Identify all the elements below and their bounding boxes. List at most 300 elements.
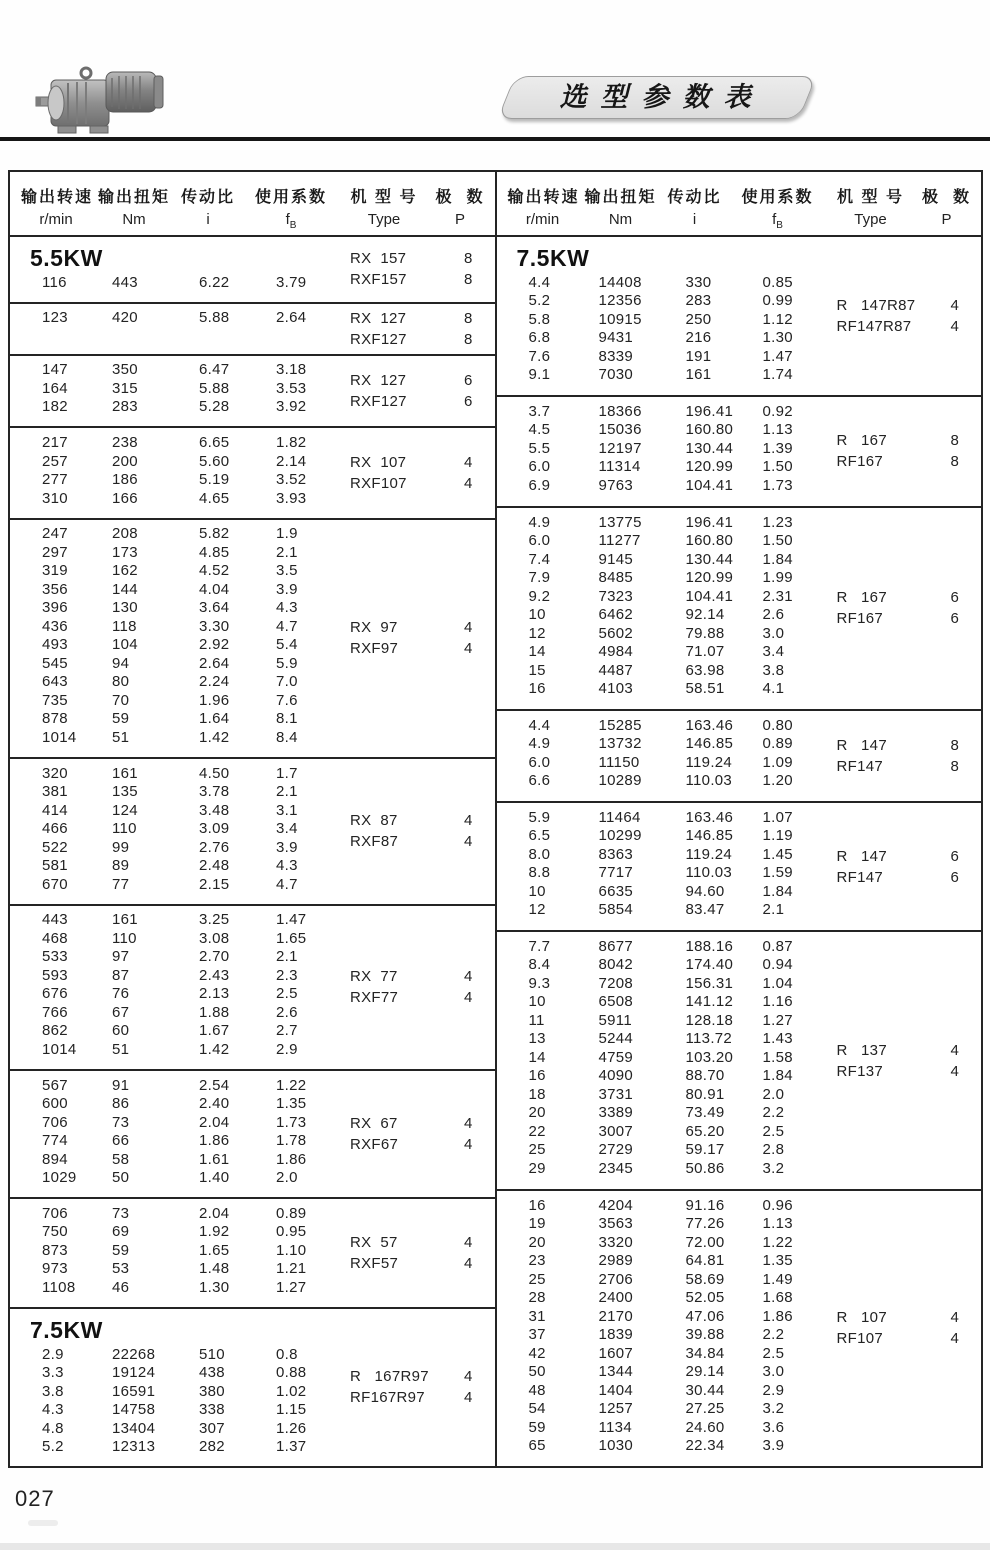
- table-row: [497, 642, 982, 661]
- poles-value: 4: [950, 318, 959, 336]
- type-row: [350, 269, 472, 290]
- table-row: [10, 1040, 495, 1059]
- type-label: RX 97: [350, 619, 398, 637]
- power-section-label: 7.5KW: [516, 245, 590, 271]
- cell-torque: 59: [112, 1241, 130, 1259]
- table-row: [497, 531, 982, 550]
- cell-service-factor: 3.2: [762, 1159, 785, 1177]
- cell-torque: 3731: [598, 1085, 634, 1103]
- type-group: [350, 308, 472, 350]
- table-row: [10, 1076, 495, 1095]
- table-row: [497, 1122, 982, 1141]
- type-label: RX 157: [350, 250, 407, 268]
- gearmotor-illustration: [34, 60, 180, 144]
- cell-speed: 396: [42, 599, 68, 617]
- type-group: [837, 846, 959, 888]
- table-row: [10, 1437, 495, 1456]
- cell-service-factor: 1.43: [762, 1030, 793, 1048]
- table-row: [10, 856, 495, 875]
- cell-speed: 4.4: [528, 716, 551, 734]
- cell-torque: 53: [112, 1260, 130, 1278]
- cell-service-factor: 2.14: [276, 452, 307, 470]
- cell-torque: 8363: [598, 845, 634, 863]
- column-header-zh: 机 型 号: [350, 189, 418, 206]
- cell-speed: 600: [42, 1095, 68, 1113]
- cell-speed: 878: [42, 710, 68, 728]
- table-row: [497, 476, 982, 495]
- cell-speed: 14: [528, 1048, 546, 1066]
- poles-value: 8: [464, 330, 473, 348]
- cell-ratio: 94.60: [685, 882, 725, 900]
- cell-speed: 670: [42, 875, 68, 893]
- type-row: [350, 1134, 472, 1155]
- cell-torque: 59: [112, 710, 130, 728]
- cell-ratio: 380: [199, 1382, 225, 1400]
- cell-ratio: 91.16: [685, 1196, 725, 1214]
- table-row: [497, 1085, 982, 1104]
- type-label: R 167R97: [350, 1368, 429, 1386]
- cell-service-factor: 5.9: [276, 654, 298, 672]
- table-row: [10, 543, 495, 562]
- cell-torque: 6508: [598, 993, 634, 1011]
- cell-ratio: 6.22: [199, 273, 230, 291]
- table-row: [10, 525, 495, 544]
- cell-torque: 11277: [598, 532, 641, 550]
- cell-speed: 277: [42, 471, 68, 489]
- cell-speed: 593: [42, 966, 68, 984]
- power-section-label: 7.5KW: [30, 1316, 103, 1343]
- cell-service-factor: 3.79: [276, 273, 307, 291]
- cell-ratio: 4.50: [199, 764, 230, 782]
- cell-speed: 873: [42, 1241, 68, 1259]
- cell-service-factor: 1.07: [762, 808, 793, 826]
- table-row: [10, 580, 495, 599]
- cell-speed: 6.6: [528, 772, 551, 790]
- cell-ratio: 4.04: [199, 580, 230, 598]
- cell-speed: 5.5: [528, 439, 551, 457]
- cell-service-factor: 1.21: [276, 1260, 307, 1278]
- cell-torque: 4759: [598, 1048, 634, 1066]
- cell-ratio: 120.99: [685, 458, 734, 476]
- cell-speed: 381: [42, 783, 68, 801]
- cell-speed: 10: [528, 993, 546, 1011]
- cell-torque: 15285: [598, 716, 642, 734]
- type-row: [350, 1366, 472, 1387]
- cell-ratio: 83.47: [685, 901, 725, 919]
- cell-torque: 4090: [598, 1067, 634, 1085]
- cell-ratio: 146.85: [685, 735, 734, 753]
- type-row: [837, 1061, 959, 1082]
- type-row: [837, 735, 959, 756]
- cell-ratio: 130.44: [685, 439, 734, 457]
- cell-service-factor: 2.6: [762, 606, 785, 624]
- table-row: [10, 1168, 495, 1187]
- cell-torque: 283: [112, 398, 138, 416]
- cell-torque: 60: [112, 1022, 130, 1040]
- column-header-zh: 输出扭矩: [584, 189, 657, 206]
- table-row: [10, 764, 495, 783]
- type-group: [837, 587, 959, 629]
- type-group: [350, 370, 472, 412]
- cell-torque: 9763: [598, 476, 634, 494]
- cell-torque: 173: [112, 543, 138, 561]
- cell-service-factor: 8.4: [276, 728, 298, 746]
- type-label: RF167R97: [350, 1389, 425, 1407]
- column-header-subscript: B: [776, 220, 783, 231]
- cell-ratio: 330: [685, 273, 712, 291]
- table-row: [497, 273, 982, 292]
- cell-ratio: 103.20: [685, 1048, 734, 1066]
- column-header-en: r/min: [525, 211, 560, 228]
- cell-service-factor: 2.0: [276, 1169, 298, 1187]
- cell-ratio: 58.69: [685, 1270, 725, 1288]
- cell-speed: 6.8: [528, 329, 551, 347]
- cell-ratio: 2.13: [199, 985, 230, 1003]
- cell-ratio: 3.08: [199, 929, 230, 947]
- type-label: RF147R87: [836, 318, 912, 336]
- type-row: [837, 1040, 959, 1061]
- cell-speed: 468: [42, 929, 68, 947]
- cell-service-factor: 4.3: [276, 599, 298, 617]
- type-row: [837, 430, 959, 451]
- cell-ratio: 1.92: [199, 1223, 230, 1241]
- cell-ratio: 5.88: [199, 379, 230, 397]
- cell-ratio: 2.40: [199, 1095, 230, 1113]
- cell-ratio: 1.86: [199, 1132, 230, 1150]
- cell-speed: 766: [42, 1003, 68, 1021]
- cell-speed: 16: [528, 1067, 546, 1085]
- type-group: [837, 1040, 959, 1082]
- cell-ratio: 128.18: [685, 1011, 734, 1029]
- type-group: [350, 617, 472, 659]
- poles-value: 8: [950, 757, 959, 775]
- type-row: [350, 329, 472, 350]
- cell-service-factor: 1.35: [762, 1252, 793, 1270]
- type-group: [837, 295, 959, 337]
- cell-service-factor: 2.8: [762, 1141, 785, 1159]
- type-label: RF147: [836, 868, 884, 886]
- cell-speed: 7.7: [528, 937, 551, 955]
- cell-speed: 8.4: [528, 956, 551, 974]
- cell-service-factor: 2.31: [762, 587, 793, 605]
- cell-ratio: 1.61: [199, 1150, 230, 1168]
- cell-torque: 8677: [598, 937, 634, 955]
- cell-torque: 13404: [112, 1419, 156, 1437]
- cell-torque: 89: [112, 857, 130, 875]
- cell-ratio: 59.17: [685, 1141, 725, 1159]
- cell-ratio: 510: [199, 1345, 225, 1363]
- cell-ratio: 29.14: [685, 1363, 725, 1381]
- table-row: [10, 948, 495, 967]
- cell-ratio: 1.67: [199, 1022, 230, 1040]
- poles-value: 6: [950, 610, 959, 628]
- cell-torque: 420: [112, 309, 138, 327]
- cell-ratio: 2.04: [199, 1113, 230, 1131]
- cell-torque: 1404: [598, 1381, 634, 1399]
- cell-torque: 2170: [598, 1307, 634, 1325]
- cell-speed: 5.9: [528, 808, 551, 826]
- cell-speed: 3.8: [42, 1382, 64, 1400]
- cell-service-factor: 1.16: [762, 993, 793, 1011]
- table-row: [497, 1436, 982, 1455]
- cell-speed: 4.4: [528, 273, 551, 291]
- cell-speed: 4.3: [42, 1401, 64, 1418]
- cell-speed: 297: [42, 543, 68, 561]
- cell-service-factor: 2.2: [762, 1104, 785, 1122]
- cell-speed: 14: [528, 643, 546, 661]
- type-row: [837, 1307, 959, 1328]
- cell-ratio: 163.46: [685, 716, 734, 734]
- cell-torque: 1839: [598, 1326, 634, 1344]
- cell-service-factor: 1.37: [276, 1438, 307, 1455]
- cell-torque: 77: [112, 875, 130, 893]
- type-row: [350, 810, 472, 831]
- cell-speed: 750: [42, 1223, 68, 1241]
- cell-torque: 73: [112, 1204, 130, 1222]
- type-group: [350, 248, 472, 290]
- cell-speed: 18: [528, 1085, 546, 1103]
- cell-torque: 144: [112, 580, 138, 598]
- type-label: R 147R87: [836, 297, 916, 315]
- type-label: RX 57: [350, 1233, 398, 1251]
- column-header-en: Type: [854, 211, 887, 228]
- cell-torque: 12313: [112, 1438, 156, 1455]
- type-label: R 167: [836, 589, 887, 607]
- cell-speed: 116: [42, 273, 67, 291]
- cell-ratio: 2.64: [199, 654, 230, 672]
- cell-service-factor: 1.30: [762, 329, 793, 347]
- cell-torque: 315: [112, 379, 138, 397]
- cell-ratio: 5.60: [199, 452, 230, 470]
- cell-ratio: 130.44: [685, 550, 734, 568]
- cell-speed: 8.8: [528, 864, 551, 882]
- poles-value: 6: [950, 589, 959, 607]
- cell-speed: 217: [42, 434, 68, 452]
- cell-torque: 73: [112, 1113, 130, 1131]
- cell-torque: 4204: [598, 1196, 634, 1214]
- cell-service-factor: 0.94: [762, 956, 793, 974]
- parameter-block: [497, 506, 982, 709]
- type-row: [837, 846, 959, 867]
- cell-ratio: 71.07: [685, 643, 725, 661]
- parameter-block: [10, 757, 495, 904]
- cell-ratio: 5.19: [199, 471, 230, 489]
- cell-torque: 110: [112, 820, 137, 838]
- cell-service-factor: 1.82: [276, 434, 307, 452]
- column-header-zh: 使用系数: [741, 189, 814, 206]
- cell-ratio: 156.31: [685, 974, 734, 992]
- cell-ratio: 58.51: [685, 680, 725, 698]
- cell-service-factor: 1.68: [762, 1289, 793, 1307]
- cell-torque: 86: [112, 1095, 130, 1113]
- cell-service-factor: 3.0: [762, 624, 785, 642]
- table-row: [10, 1204, 495, 1223]
- cell-service-factor: 3.52: [276, 471, 307, 489]
- cell-torque: 2345: [598, 1159, 634, 1177]
- type-label: RX 87: [350, 812, 398, 830]
- cell-speed: 20: [528, 1233, 546, 1251]
- cell-ratio: 50.86: [685, 1159, 725, 1177]
- cell-ratio: 283: [685, 292, 712, 310]
- cell-torque: 443: [112, 273, 138, 291]
- header-divider-rule: [0, 137, 990, 141]
- type-label: RXF67: [350, 1135, 399, 1153]
- cell-torque: 3007: [598, 1122, 634, 1140]
- cell-service-factor: 0.87: [762, 937, 793, 955]
- cell-speed: 320: [42, 764, 68, 782]
- cell-service-factor: 1.27: [762, 1011, 793, 1029]
- table-row: [10, 599, 495, 618]
- type-label: RX 127: [350, 372, 407, 390]
- cell-ratio: 73.49: [685, 1104, 725, 1122]
- cell-service-factor: 1.15: [276, 1401, 307, 1418]
- cell-service-factor: 5.4: [276, 636, 298, 654]
- poles-value: 4: [464, 968, 473, 986]
- cell-ratio: 4.85: [199, 543, 230, 561]
- cell-ratio: 1.65: [199, 1241, 230, 1259]
- cell-service-factor: 3.6: [762, 1418, 785, 1436]
- column-header-en: i: [206, 211, 210, 228]
- type-row: [837, 451, 959, 472]
- table-row: [497, 1214, 982, 1233]
- cell-ratio: 119.24: [685, 845, 733, 863]
- cell-ratio: 2.70: [199, 948, 230, 966]
- table-row: [497, 1381, 982, 1400]
- type-group: [837, 735, 959, 777]
- cell-speed: 774: [42, 1132, 68, 1150]
- cell-torque: 97: [112, 948, 130, 966]
- cell-ratio: 22.34: [685, 1437, 725, 1455]
- cell-service-factor: 1.59: [762, 864, 793, 882]
- cell-speed: 7.4: [528, 550, 551, 568]
- poles-value: 4: [464, 1233, 473, 1251]
- cell-service-factor: 1.39: [762, 439, 793, 457]
- cell-speed: 676: [42, 985, 68, 1003]
- type-label: RF137: [836, 1062, 884, 1080]
- cell-torque: 1344: [598, 1363, 634, 1381]
- cell-speed: 23: [528, 1252, 546, 1270]
- cell-torque: 2400: [598, 1289, 634, 1307]
- cell-torque: 10915: [598, 310, 642, 328]
- parameter-block: [10, 1307, 495, 1466]
- poles-value: 4: [464, 475, 473, 493]
- cell-ratio: 160.80: [685, 421, 734, 439]
- cell-ratio: 104.41: [685, 476, 734, 494]
- cell-torque: 2706: [598, 1270, 634, 1288]
- type-label: RXF77: [350, 989, 399, 1007]
- type-row: [350, 248, 472, 269]
- column-header-en: Type: [367, 211, 401, 228]
- parameter-block: [497, 237, 982, 395]
- cell-speed: 12: [528, 901, 546, 919]
- cell-ratio: 3.78: [199, 783, 230, 801]
- cell-speed: 6.9: [528, 476, 551, 494]
- table-row: [10, 911, 495, 930]
- type-label: RF147: [836, 757, 884, 775]
- column-header-en: P: [941, 211, 952, 228]
- parameter-block: [497, 1189, 982, 1466]
- table-row: [10, 875, 495, 894]
- cell-ratio: 161: [685, 366, 712, 384]
- table-row: [497, 347, 982, 366]
- cell-torque: 46: [112, 1278, 130, 1296]
- cell-ratio: 79.88: [685, 624, 725, 642]
- cell-service-factor: 7.6: [276, 691, 298, 709]
- type-row: [350, 1253, 472, 1274]
- cell-service-factor: 3.4: [762, 643, 785, 661]
- cell-speed: 7.9: [528, 569, 551, 587]
- cell-service-factor: 2.3: [276, 966, 298, 984]
- cell-ratio: 3.25: [199, 911, 230, 929]
- cell-speed: 973: [42, 1260, 68, 1278]
- cell-ratio: 196.41: [685, 513, 734, 531]
- cell-torque: 87: [112, 966, 130, 984]
- cell-torque: 50: [112, 1169, 130, 1187]
- cell-speed: 466: [42, 820, 68, 838]
- cell-service-factor: 1.27: [276, 1278, 307, 1296]
- table-row: [497, 956, 982, 975]
- cell-speed: 356: [42, 580, 68, 598]
- table-right-half: [497, 172, 982, 1466]
- cell-service-factor: 1.65: [276, 929, 307, 947]
- cell-torque: 161: [112, 764, 138, 782]
- type-label: R 147: [836, 736, 887, 754]
- cell-torque: 7208: [598, 974, 634, 992]
- cell-torque: 11150: [598, 753, 640, 771]
- cell-service-factor: 1.10: [276, 1241, 307, 1259]
- cell-service-factor: 4.7: [276, 875, 298, 893]
- table-row: [10, 710, 495, 729]
- cell-ratio: 6.65: [199, 434, 230, 452]
- cell-service-factor: 3.9: [276, 580, 298, 598]
- page-bottom-strip: [0, 1543, 990, 1550]
- cell-service-factor: 2.1: [276, 543, 298, 561]
- cell-service-factor: 3.9: [276, 838, 298, 856]
- cell-service-factor: 8.1: [276, 710, 298, 728]
- selection-parameter-table: [8, 170, 983, 1468]
- cell-service-factor: 0.88: [276, 1364, 307, 1381]
- cell-service-factor: 0.95: [276, 1223, 307, 1241]
- cell-torque: 7030: [598, 366, 634, 384]
- cell-torque: 14408: [598, 273, 642, 291]
- type-label: RF167: [836, 610, 884, 628]
- poles-value: 4: [464, 1389, 473, 1407]
- cell-service-factor: 4.3: [276, 857, 298, 875]
- cell-speed: 19: [528, 1215, 546, 1233]
- cell-service-factor: 2.9: [762, 1381, 785, 1399]
- cell-speed: 5.8: [528, 310, 551, 328]
- cell-ratio: 30.44: [685, 1381, 725, 1399]
- parameter-block: [497, 709, 982, 801]
- table-row: [10, 1094, 495, 1113]
- cell-speed: 735: [42, 691, 68, 709]
- type-row: [350, 473, 472, 494]
- table-row: [497, 1362, 982, 1381]
- cell-service-factor: 1.50: [762, 532, 793, 550]
- cell-speed: 65: [528, 1437, 546, 1455]
- cell-speed: 862: [42, 1022, 68, 1040]
- cell-service-factor: 0.99: [762, 292, 793, 310]
- cell-service-factor: 1.47: [762, 347, 793, 365]
- poles-value: 4: [950, 1062, 959, 1080]
- cell-torque: 3320: [598, 1233, 634, 1251]
- cell-torque: 12356: [598, 292, 642, 310]
- cell-service-factor: 1.20: [762, 772, 793, 790]
- cell-service-factor: 0.89: [276, 1204, 307, 1222]
- cell-speed: 15: [528, 661, 546, 679]
- cell-ratio: 141.12: [685, 993, 734, 1011]
- cell-ratio: 1.96: [199, 691, 230, 709]
